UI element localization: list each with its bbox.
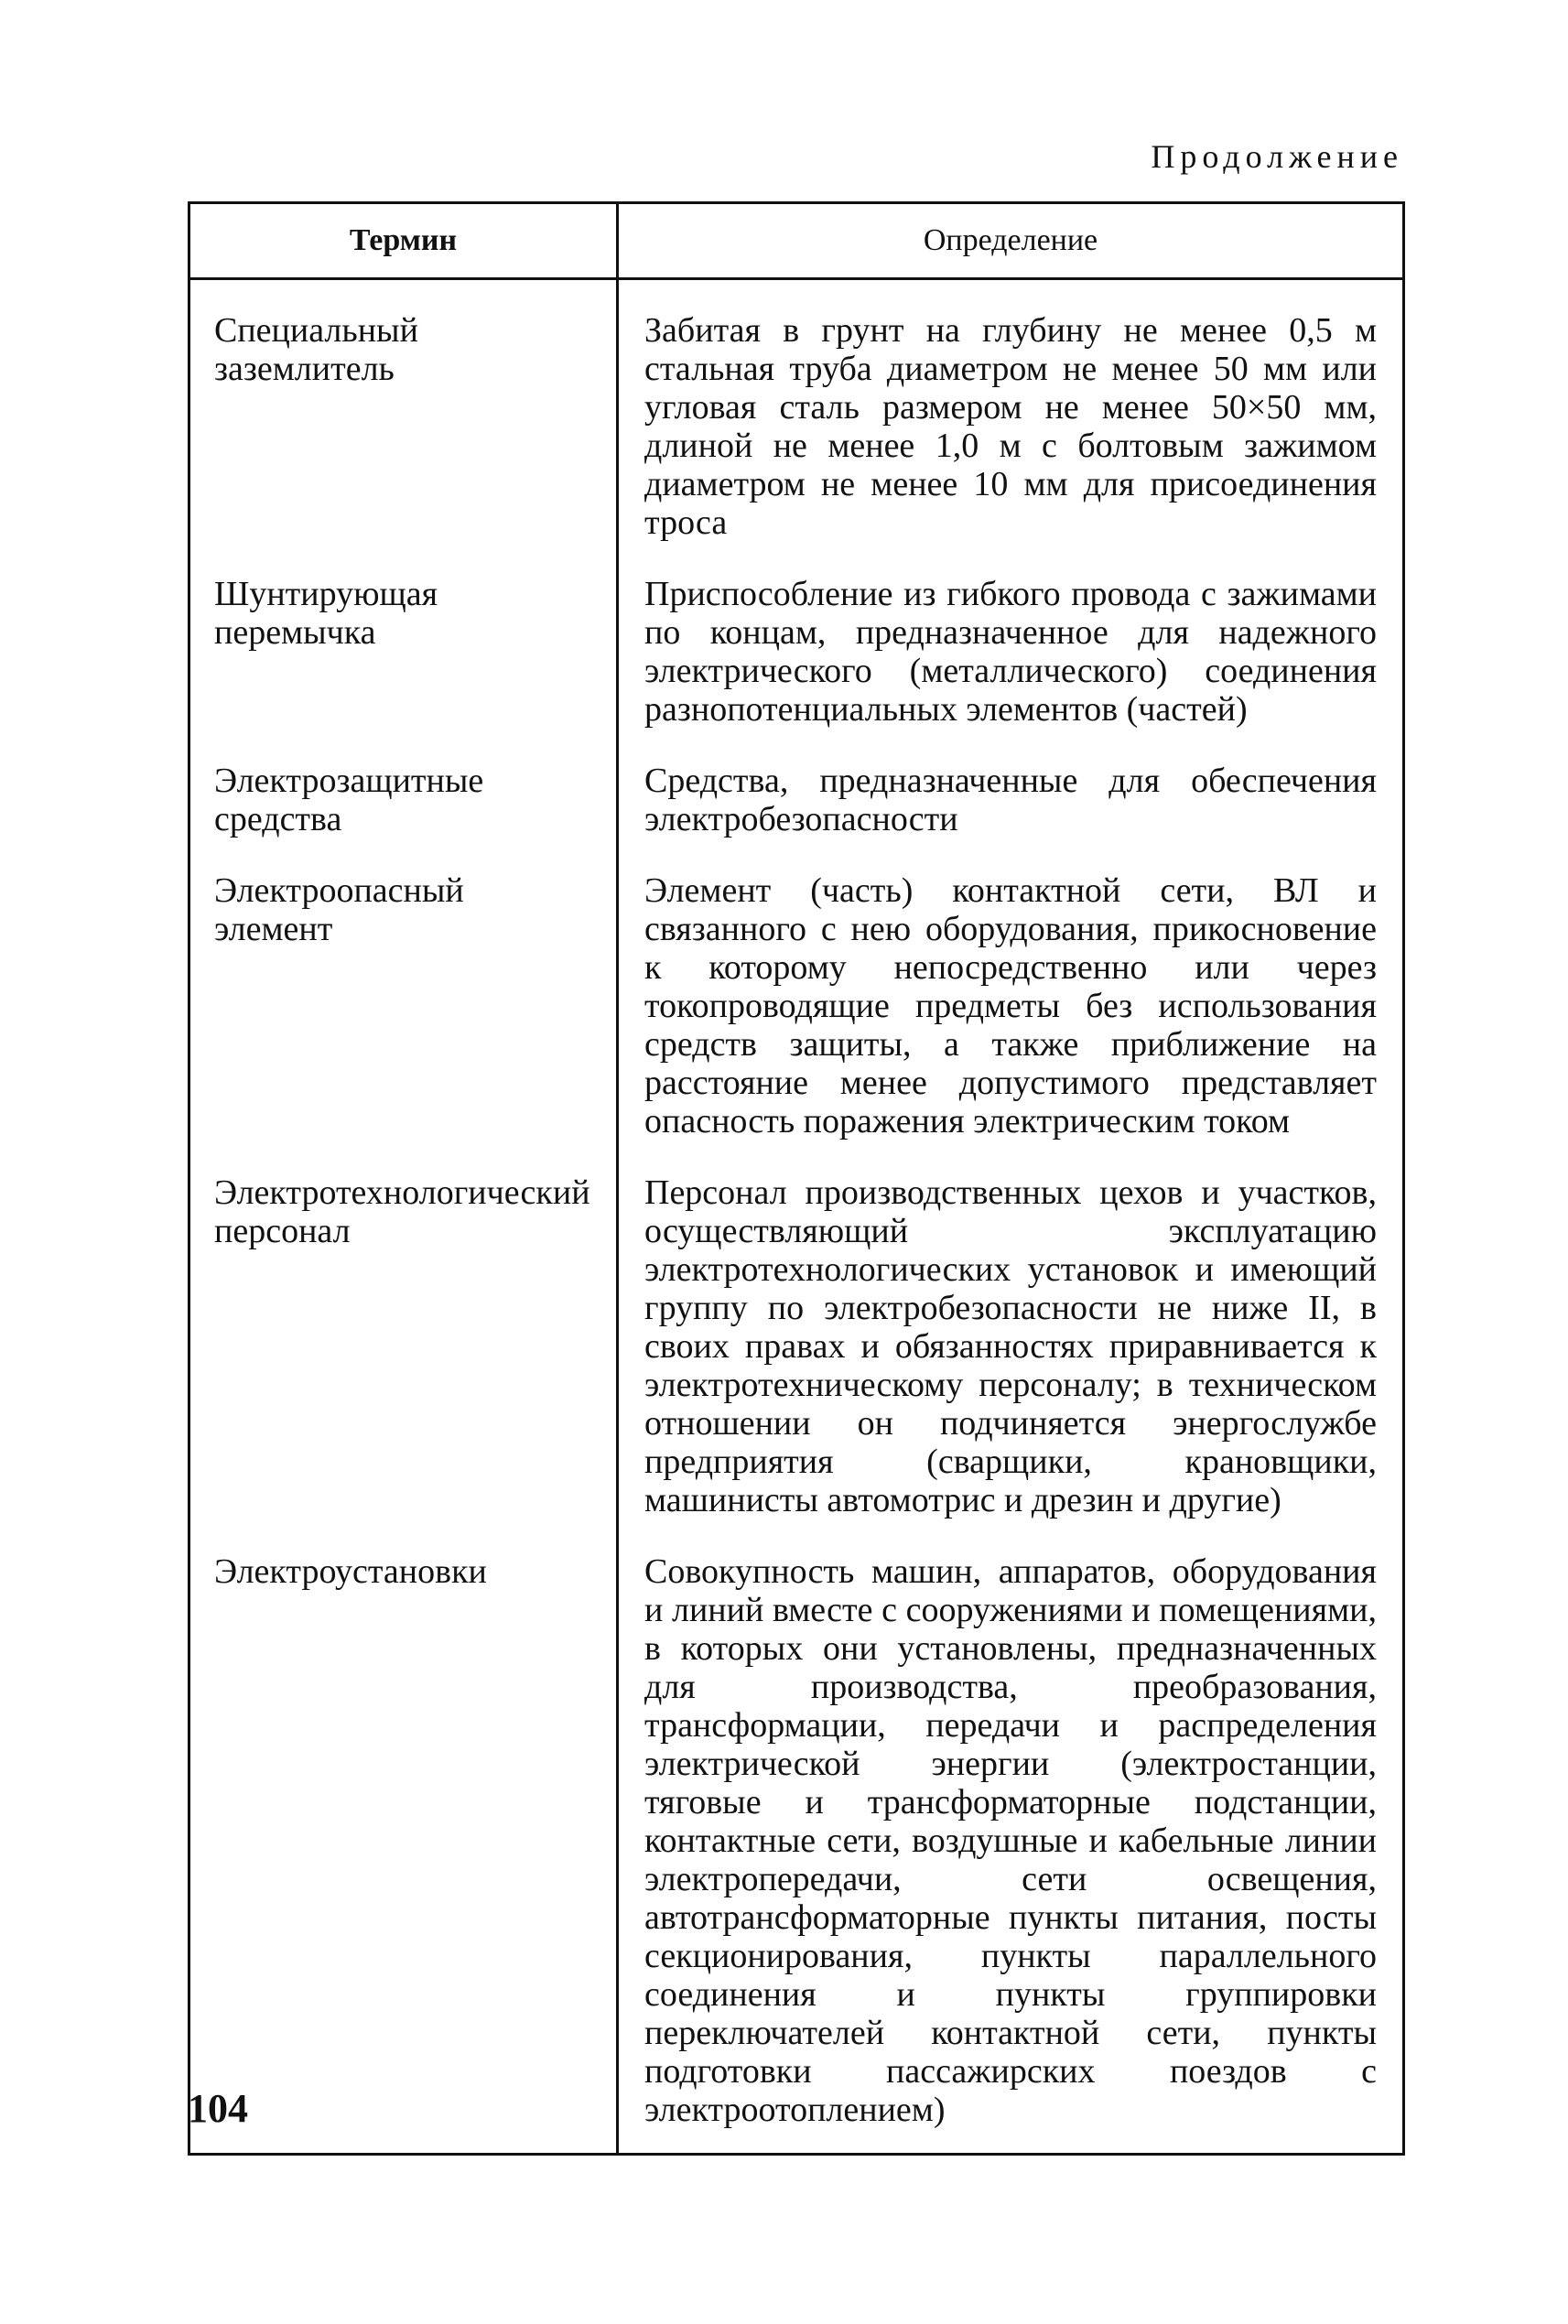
definition-cell: Забитая в грунт на глубину не менее 0,5 м стальная труба диаметром не менее 50 мм или угловая сталь размером не менее 50×50 мм, длиной не менее 1,0 м с болтовым зажимом диаметром не менее 10 мм для присоединения троса	[644, 311, 1377, 542]
term-cell: Электроопасный элемент	[189, 838, 618, 1140]
table-row	[189, 542, 1404, 729]
table-row	[189, 838, 1404, 1140]
definition-cell: Элемент (часть) контактной сети, ВЛ и связанного с нею оборудования, прикосновение к которому непосредственно или через токопроводящие предметы без использования средств защиты, а также приближение на расстояние менее допустимого представляет опасность поражения электрическим током	[644, 871, 1377, 1140]
table-header-row	[189, 203, 1404, 279]
term-cell: Специальный заземлитель	[189, 279, 618, 543]
definition-cell: Персонал производственных цехов и участков, осуществляющий эксплуатацию электротехнологических установок и имеющий группу по электробезопасности не ниже II, в своих правах и обязанностях приравнивается к электротехническому персоналу; в техническом отношении он подчиняется энергослужбе предприятия (сварщики, крановщики, машинисты автомотрис и дрезин и другие)	[644, 1173, 1377, 1519]
table-row	[189, 279, 1404, 543]
glossary-table	[188, 201, 1405, 2156]
term-cell: Электротехнологический персонал	[189, 1140, 618, 1519]
definition-cell: Средства, предназначенные для обеспечения электробезопасности	[644, 762, 1377, 838]
table-row	[189, 1519, 1404, 2155]
term-cell: Электроустановки	[189, 1519, 618, 2155]
table-row	[189, 729, 1404, 838]
term-cell: Электрозащитные средства	[189, 729, 618, 838]
column-header-definition: Определение	[618, 203, 1404, 279]
column-header-term: Термин	[189, 203, 618, 279]
table-row	[189, 1140, 1404, 1519]
definition-cell: Совокупность машин, аппаратов, оборудования и линий вместе с сооружениями и помещениями, в которых они установлены, предназначенных для производства, преобразования, трансформации, передачи и распределения электрической энергии (электростанции, тяговые и трансформаторные подстанции, контактные сети, воздушные и кабельные линии электропередачи, сети освещения, автотрансформаторные пункты питания, посты секционирования, пункты параллельного соединения и пункты группировки переключателей контактной сети, пункты подготовки пассажирских поездов с электроотоплением)	[644, 1552, 1377, 2129]
definition-cell: Приспособление из гибкого провода с зажимами по концам, предназначенное для надежного электрического (металлического) соединения разнопотенциальных элементов (частей)	[644, 575, 1377, 729]
continuation-label: Продолжение	[1151, 138, 1403, 175]
page-number: 104	[188, 2086, 248, 2131]
term-cell: Шунтирующая перемычка	[189, 542, 618, 729]
